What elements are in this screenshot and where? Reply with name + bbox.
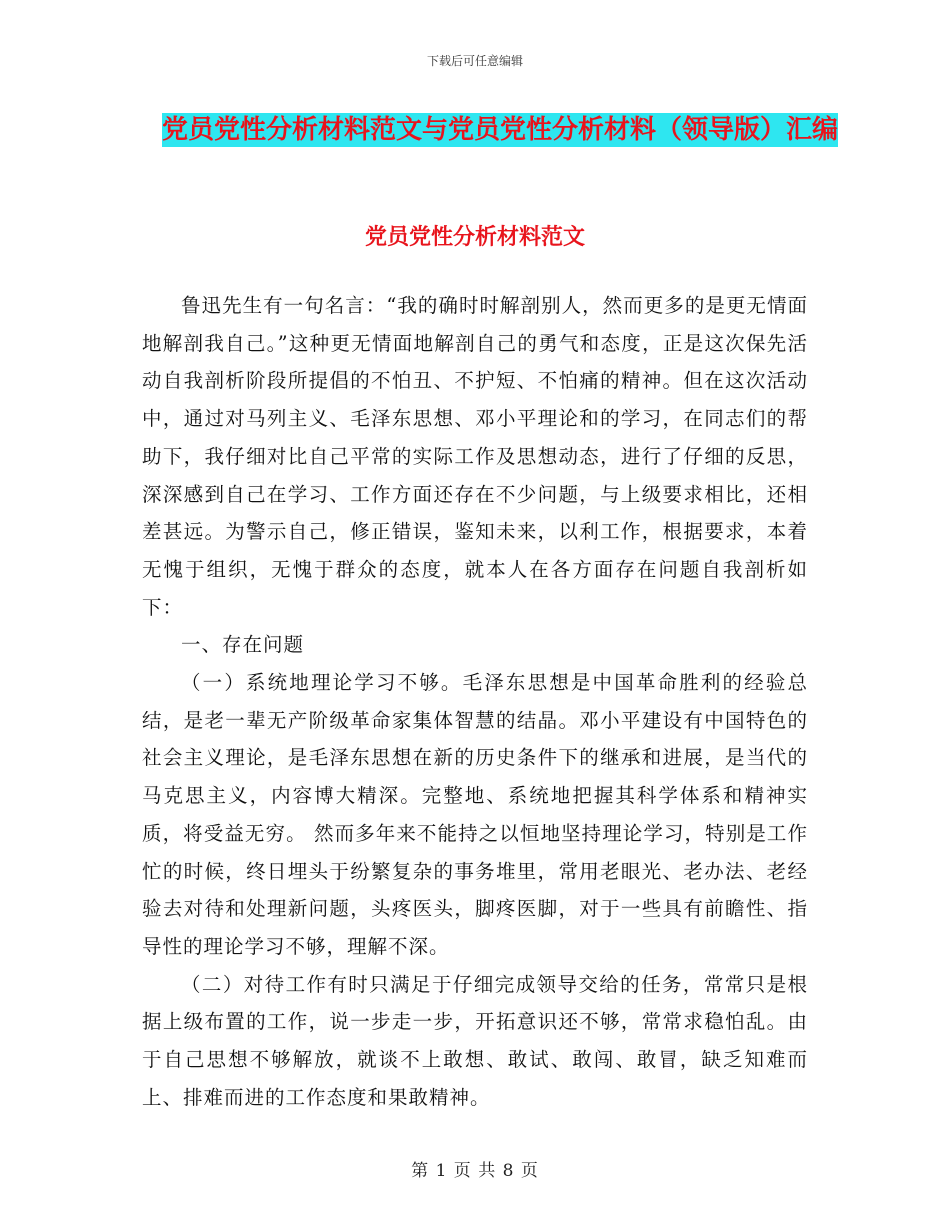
- document-body: [142, 287, 808, 1116]
- document-title-text: 党员党性分析材料范文与党员党性分析材料（领导版）汇编: [161, 115, 838, 145]
- body-paragraph-work-attitude: （二）对待工作有时只满足于仔细完成领导交给的任务，常常只是根据上级布置的工作，说一步走一步，开拓意识还不够，常常求稳怕乱。由于自己思想不够解放，就谈不上敢想、敢试、敢闯、敢冒，缺乏知难而上、排难而进的工作态度和果敢精神。: [142, 972, 808, 1109]
- body-paragraph-theory-study: （一）系统地理论学习不够。毛泽东思想是中国革命胜利的经验总结，是老一辈无产阶级革命家集体智慧的结晶。邓小平建设有中国特色的社会主义理论，是毛泽东思想在新的历史条件下的继承和进展，是当代的马克思主义，内容博大精深。完整地、系统地把握其科学体系和精神实质，将受益无穷。 然而多年来不能持之以恒地坚持理论学习，特别是工作忙的时候，终日埋头于纷繁复杂的事务堆里，常用老眼光、老办法、老经验去对待和处理新问题，头疼医头，脚疼医脚，对于一些具有前瞻性、指导性的理论学习不够，理解不深。: [142, 671, 808, 958]
- page-footer-indicator: 第 1 页 共 8 页: [411, 1161, 539, 1181]
- body-heading-problems: 一、存在问题: [181, 633, 305, 657]
- page-header-note: 下载后可任意编辑: [426, 54, 523, 68]
- document-title: [150, 106, 850, 154]
- body-paragraph-intro: 鲁迅先生有一句名言：“我的确时时解剖别人，然而更多的是更无情面地解剖我自己。”这种更无情面地解剖自己的勇气和态度，正是这次保先活动自我剖析阶段所提倡的不怕丑、不护短、不怕痛的精神。但在这次活动中，通过对马列主义、毛泽东思想、邓小平理论和的学习，在同志们的帮助下，我仔细对比自己平常的实际工作及思想动态，进行了仔细的反思，深深感到自己在学习、工作方面还存在不少问题，与上级要求相比，还相差甚远。为警示自己，修正错误，鉴知未来，以利工作，根据要求，本着无愧于组织，无愧于群众的态度，就本人在各方面存在问题自我剖析如下：: [142, 294, 808, 619]
- section-title: 党员党性分析材料范文: [364, 225, 585, 250]
